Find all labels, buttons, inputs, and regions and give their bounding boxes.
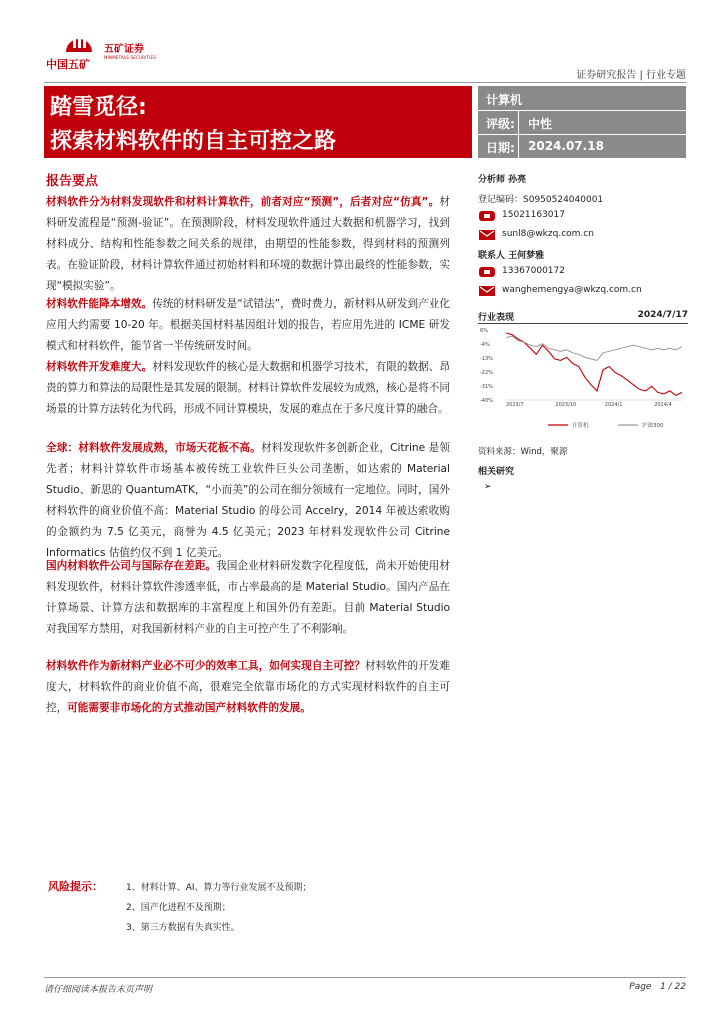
summary-paragraph-2: [46, 294, 450, 357]
email-icon: [478, 285, 498, 297]
y-tick-label: 6%: [480, 328, 488, 334]
chart-header: [478, 310, 688, 323]
analyst-title: 分析师 孙亮: [478, 175, 527, 185]
phone-icon: [478, 210, 498, 222]
footer-disclaimer[interactable]: 请仔细阅读本报告末页声明: [44, 985, 153, 995]
paragraph-lead: 材料软件作为新材料产业必不可少的效率工具，如何实现自主可控？: [46, 660, 365, 672]
industry: 计算机: [486, 93, 523, 107]
paragraph-lead: 国内材料软件公司与国际存在差距。: [46, 560, 217, 572]
industry-performance-chart: [478, 324, 688, 434]
paragraph-body: 材料软件的开发难度大，材料软件的商业价值不高，很难完全依靠市场化的方式实现材料软件的自主可控，: [46, 660, 451, 714]
contact-title: 联系人 王何梦雅: [478, 251, 545, 261]
title-line-2: 探索材料软件的自主可控之路: [50, 129, 337, 154]
summary-paragraph-3: [46, 357, 450, 420]
x-tick-label: 2024/4: [654, 402, 672, 408]
title-banner: [44, 86, 472, 158]
y-tick-label: -31%: [480, 384, 493, 390]
paragraph-lead: 材料软件开发难度大。: [46, 361, 153, 373]
risk-item-3: 3、第三方数据有失真实性。: [126, 923, 240, 933]
y-tick-label: -4%: [480, 342, 490, 348]
paragraph-body: 材料发现软件多创新企业，Citrine 是领先者；材料计算软件市场基本被传统工业软件巨头公司垄断，如达索的 Material Studio、新思的 QuantumATK，“小而美”的公司在细分领域有一定地位。同时，国外材料软件的商业价值不高：Material Studio 的母公司 Accelry，2014 年被达索收购的金额约为 7.5 亿美元，商誉为 4.5 亿美元；2023 年材料发现软件公司 Citrine Informatics 估值约仅不到 1 亿美元。: [46, 442, 450, 559]
chart-title: 行业表现: [478, 313, 515, 323]
page-label: Page: [629, 982, 652, 992]
legend-label: 计算机: [572, 423, 589, 429]
paragraph-lead: 材料软件能降本增效。: [46, 298, 153, 310]
paragraph-lead: 全球：材料软件发展成熟，市场天花板不高。: [46, 442, 262, 454]
paragraph-tail: 可能需要非市场化的方式推动国产材料软件的发展。: [67, 702, 311, 714]
minmetals-emblem-icon: [64, 32, 94, 54]
analyst-reg: 登记编码：S0950524040001: [478, 195, 604, 205]
related-bullet-icon: ➢: [484, 482, 492, 492]
summary-paragraph-1: [46, 192, 450, 297]
series-line-industry: [506, 333, 682, 395]
x-tick-label: 2024/1: [604, 402, 623, 408]
contact-email[interactable]: wanghemengya@wkzq.com.cn: [502, 285, 642, 295]
summary-paragraph-4: [46, 438, 450, 564]
info-divider: [478, 134, 686, 135]
analyst-email[interactable]: sunl8@wkzq.com.cn: [502, 229, 594, 239]
info-box: [478, 86, 686, 158]
date-value: 2024.07.18: [528, 139, 604, 153]
title-line-1: 踏雪觅径:: [50, 95, 147, 120]
rating-value: 中性: [528, 117, 553, 131]
paragraph-body: 传统的材料研发是“试错法”，费时费力，新材料从研发到产业化应用大约需要 10-20 年。根据美国材料基因组计划的报告，若应用先进的 ICME 研发模式和材料软件，能节省一半传统研发时间。: [46, 298, 450, 352]
series-line-benchmark: [506, 336, 682, 360]
report-type: 证券研究报告 | 行业专题: [576, 70, 686, 81]
related-research-title: 相关研究: [478, 467, 515, 477]
y-tick-label: -40%: [480, 398, 493, 404]
phone-icon: [478, 266, 498, 278]
broker-name-en: MINMETALS SECURITIES: [104, 55, 156, 60]
legend-label: 沪深300: [642, 423, 664, 429]
y-tick-label: -22%: [480, 370, 493, 376]
paragraph-body: 材料研发流程是“预测-验证”。在预测阶段，材料发现软件通过大数据和机器学习，找到材料成分、结构和性能参数之间关系的规律，由期望的性能参数，得到材料的预测列表。在验证阶段，材料计算软件通过初始材料和环境的数据计算出最终的性能参数，实现“模拟实验”。: [46, 196, 450, 292]
email-icon: [478, 229, 498, 241]
x-tick-label: 2023/7: [506, 402, 524, 408]
analyst-phone: 15021163017: [502, 210, 565, 220]
header-divider: [44, 82, 686, 83]
x-tick-label: 2023/10: [555, 402, 577, 408]
broker-name: 五矿证券: [104, 44, 144, 55]
risk-item-1: 1、材料计算、AI、算力等行业发展不及预期；: [126, 883, 312, 893]
risk-item-2: 2、国产化进程不及预期；: [126, 903, 231, 913]
paragraph-lead: 材料软件分为材料发现软件和材料计算软件，前者对应“预测”，后者对应“仿真”。: [46, 196, 440, 208]
summary-heading: 报告要点: [46, 174, 99, 189]
summary-paragraph-6: [46, 656, 450, 719]
footer-divider: [44, 977, 686, 978]
company-name-cn: 中国五矿: [46, 58, 90, 71]
summary-paragraph-5: [46, 556, 450, 640]
info-col-divider: [518, 110, 519, 158]
contact-phone: 13367000172: [502, 266, 565, 276]
paragraph-body: 材料发现软件的核心是大数据和机器学习技术，有限的数据、昂贵的算力和算法的局限性是其发展的限制。材料计算软件发展较为成熟，核心是将不同场景的计算方法转化为代码，形成不同计算模块，发展的难点在于多尺度计算的融合。: [46, 361, 450, 415]
chart-source: 资料来源：Wind，聚源: [478, 447, 568, 457]
risk-label: 风险提示：: [48, 880, 103, 893]
info-divider: [478, 110, 686, 111]
page-count: 1 / 22: [660, 982, 686, 992]
chart-date: 2024/7/17: [637, 310, 688, 320]
rating-label: 评级:: [486, 117, 515, 131]
date-label: 日期:: [486, 141, 515, 155]
page-number: [629, 982, 686, 992]
y-tick-label: -13%: [480, 356, 493, 362]
paragraph-body: 我国企业材料研发数字化程度低，尚未开始使用材料发现软件，材料计算软件渗透率低，市占率最高的是 Material Studio。国内产品在计算场景、计算方法和数据库的丰富程度上和国外仍有差距。目前 Material Studio 对我国军方禁用，对我国新材料产业的自主可控产生了不利影响。: [46, 560, 451, 635]
company-logo: [44, 28, 164, 74]
